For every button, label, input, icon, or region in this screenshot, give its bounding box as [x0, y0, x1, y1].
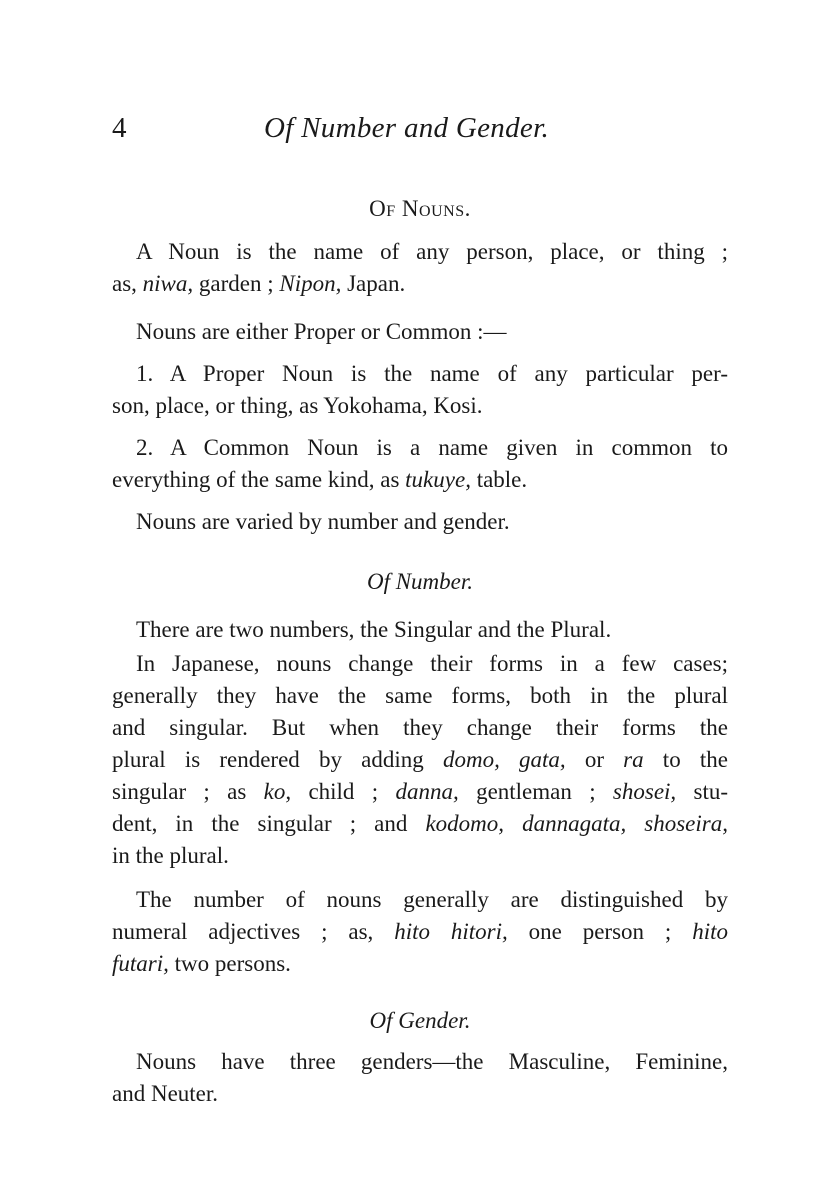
text-span: numeral adjectives ; as,	[112, 919, 395, 944]
text-line: son, place, or thing, as Yokohama, Kosi.	[112, 393, 483, 418]
paragraph-numeral-adjectives	[112, 884, 728, 980]
italic-term: hito hitori,	[394, 919, 508, 944]
paragraph-varied	[112, 506, 728, 538]
text-line	[112, 464, 728, 496]
text-span: gentleman ;	[458, 779, 613, 804]
paragraph-noun-definition	[112, 236, 728, 300]
text-line: Nouns have three genders—the Masculine, Feminine,	[136, 1049, 728, 1074]
paragraph-common-noun	[112, 432, 728, 496]
italic-term: danna,	[395, 779, 459, 804]
section-heading-gender: Of Gender.	[369, 1008, 471, 1033]
text-line	[112, 948, 728, 980]
text-span: to the	[643, 747, 728, 772]
text-line: Nouns are varied by number and gender.	[136, 509, 510, 534]
italic-term: domo, gata,	[442, 747, 566, 772]
text-span: everything of the same kind, as	[112, 467, 406, 492]
text-line: A Noun is the name of any person, place, or thing ;	[136, 239, 728, 264]
text-line	[112, 268, 728, 300]
paragraph-proper-noun	[112, 358, 728, 422]
text-line	[112, 808, 728, 840]
text-span: plural is rendered by adding	[112, 747, 443, 772]
text-span: as,	[112, 271, 143, 296]
text-line: and Neuter.	[112, 1081, 219, 1106]
text-span: Japan.	[341, 271, 406, 296]
text-line: There are two numbers, the Singular and the Plural.	[136, 617, 612, 642]
text-line: and singular. But when they change their forms the	[112, 715, 728, 740]
text-span: dent, in the singular ; and	[112, 811, 426, 836]
text-span: singular ; as	[112, 779, 264, 804]
text-line: in the plural.	[112, 843, 229, 868]
text-line: In Japanese, nouns change their forms in a few cases;	[136, 651, 728, 676]
paragraph-proper-common	[112, 316, 728, 348]
italic-term: hito	[692, 919, 728, 944]
text-line	[112, 744, 728, 776]
text-span: one person ;	[507, 919, 693, 944]
text-line	[112, 776, 728, 808]
running-title: Of Number and Gender.	[264, 112, 549, 144]
text-span: child ;	[291, 779, 396, 804]
paragraph-japanese-plural	[112, 648, 728, 872]
section-heading-nouns: Of Nouns.	[369, 196, 471, 221]
italic-term: Nipon,	[279, 271, 342, 296]
italic-term: ko,	[263, 779, 292, 804]
text-span: garden ;	[193, 271, 280, 296]
text-line: generally they have the same forms, both in the plural	[112, 683, 728, 708]
text-line: 1. A Proper Noun is the name of any particular per-	[136, 361, 728, 386]
running-header	[112, 112, 592, 152]
text-line: The number of nouns generally are distinguished by	[136, 887, 728, 912]
text-span: table.	[470, 467, 528, 492]
italic-term: futari,	[112, 951, 169, 976]
text-span: or	[565, 747, 624, 772]
italic-term: niwa,	[142, 271, 194, 296]
text-line: 2. A Common Noun is a name given in common to	[136, 435, 728, 460]
italic-term: shosei,	[612, 779, 677, 804]
text-span: stu-	[676, 779, 729, 804]
text-line: Nouns are either Proper or Common :—	[136, 319, 507, 344]
text-span: two persons.	[168, 951, 291, 976]
paragraph-two-numbers	[112, 614, 728, 646]
section-heading-number: Of Number.	[366, 569, 474, 594]
italic-term: tukuye,	[405, 467, 471, 492]
text-line	[112, 916, 728, 948]
italic-term: kodomo, dannagata, shoseira,	[425, 811, 728, 836]
page-number: 4	[112, 112, 127, 144]
paragraph-three-genders	[112, 1046, 728, 1110]
italic-term: ra	[623, 747, 644, 772]
